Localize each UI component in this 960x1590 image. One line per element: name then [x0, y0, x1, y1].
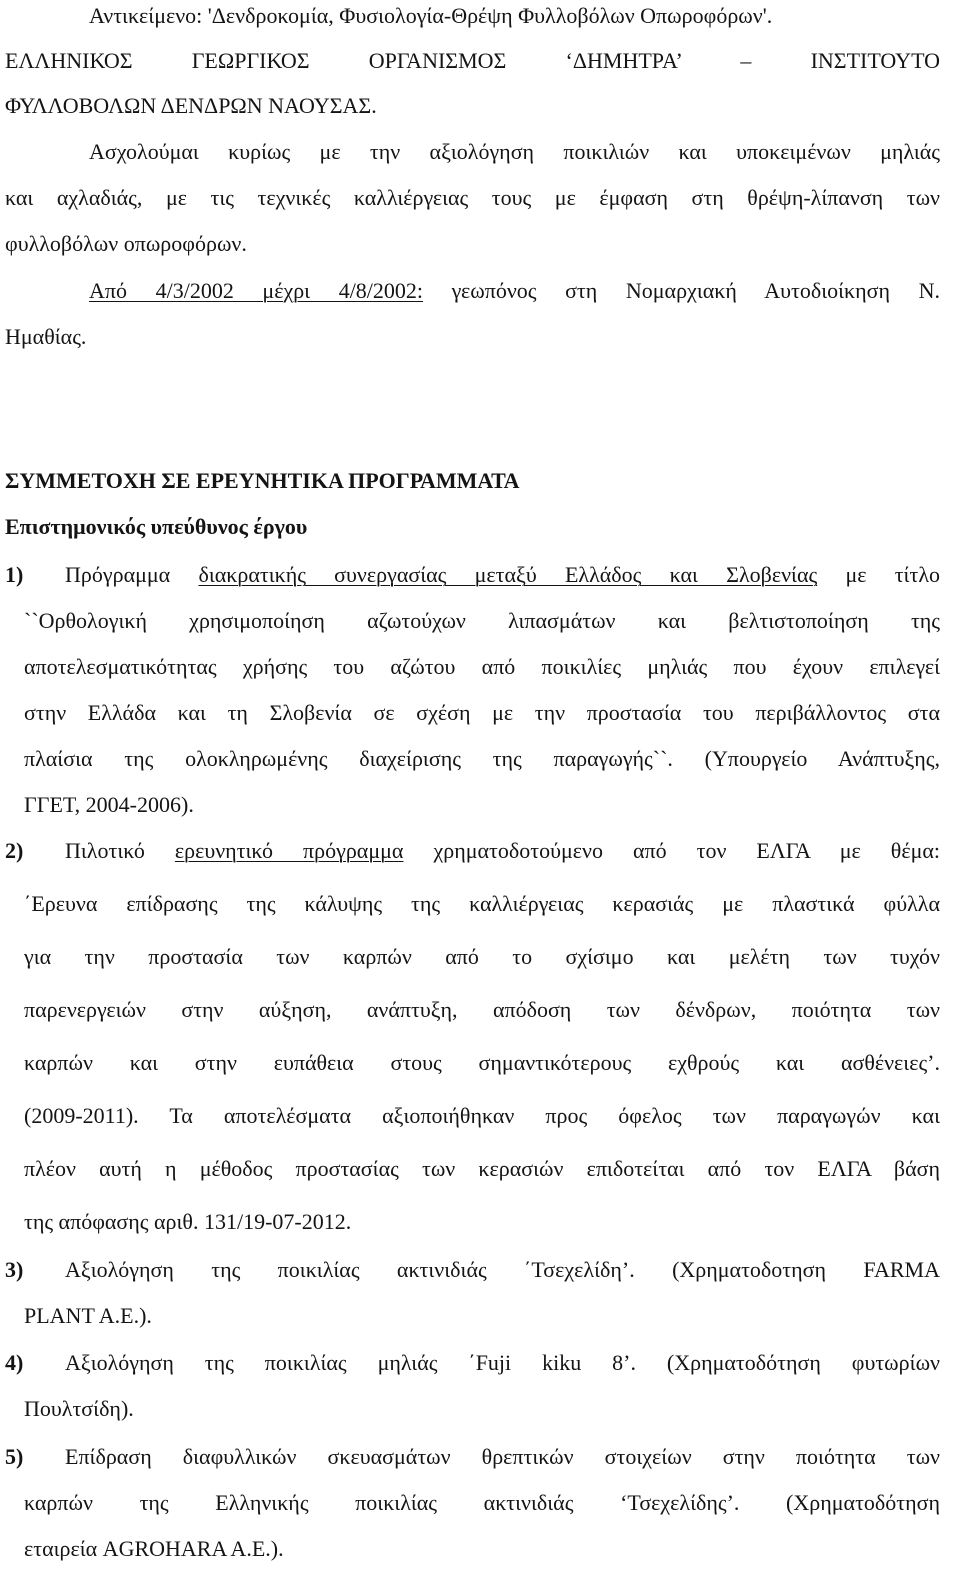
employment-dates: Από 4/3/2002 μέχρι 4/8/2002: — [89, 278, 424, 303]
paragraph-line: φυλλοβόλων οπωροφόρων. — [5, 231, 247, 256]
employment-line — [89, 280, 940, 302]
item-number: 1) — [5, 562, 24, 587]
item-number: 3) — [5, 1257, 24, 1282]
item-line: ΓΓΕΤ, 2004-2006). — [24, 792, 194, 817]
employment-line-2: Ημαθίας. — [5, 324, 87, 349]
item-line: ``Ορθολογική χρησιμοποίηση αζωτούχων λιπασμάτων και βελτιστοποίηση της — [24, 608, 940, 633]
item-line: (2009-2011). Τα αποτελέσματα αξιοποιήθηκαν προς όφελος των παραγωγών και — [24, 1103, 940, 1128]
program-type: διακρατικής συνεργασίας μεταξύ Ελλάδος και Σλοβενίας — [198, 562, 818, 587]
item-line: αποτελεσματικότητας χρήσης του αζώτου από ποικιλίες μηλιάς που έχουν επιλεγεί — [24, 654, 940, 679]
item-line: της απόφασης αριθ. 131/19-07-2012. — [24, 1209, 352, 1234]
item-line: ΄Ερευνα επίδρασης της κάλυψης της καλλιέργειας κερασιάς με πλαστικά φύλλα — [24, 891, 940, 916]
item-line: στην Ελλάδα και τη Σλοβενία σε σχέση με την προστασία του περιβάλλοντος στα — [24, 700, 940, 725]
item-line: για την προστασία των καρπών από το σχίσιμο και μελέτη των τυχόν — [24, 944, 940, 969]
item-line: πλαίσια της ολοκληρωμένης διαχείρισης της παραγωγής``. (Υπουργείο Ανάπτυξης, — [24, 746, 940, 771]
item-line: Αξιολόγηση της ποικιλίας ακτινιδιάς ΄Τσεχελίδη’. (Χρηματοδοτηση FARMA — [65, 1257, 940, 1282]
item-line: Επίδραση διαφυλλικών σκευασμάτων θρεπτικών στοιχείων στην ποιότητα των — [65, 1444, 940, 1469]
section-subtitle: Επιστημονικός υπεύθυνος έργου — [5, 514, 308, 539]
paragraph-line: και αχλαδιάς, με τις τεχνικές καλλιέργειας τους με έμφαση στη θρέψη-λίπανση των — [5, 185, 940, 210]
item-line: Πιλοτικό ερευνητικό πρόγραμμα χρηματοδοτούμενο από τον ΕΛΓΑ με θέμα: — [65, 838, 941, 863]
item-line: καρπών και στην ευπάθεια στους σημαντικότερους εχθρούς και ασθένειες’. — [24, 1050, 940, 1075]
item-line: εταιρεία AGROHARA A.E.). — [24, 1536, 284, 1561]
program-type: ερευνητικό πρόγραμμα — [174, 838, 404, 863]
item-number: 4) — [5, 1350, 24, 1375]
subject-line: Αντικείμενο: 'Δενδροκομία, Φυσιολογία-Θρέψη Φυλλοβόλων Οπωροφόρων'. — [89, 3, 773, 28]
section-title: ΣΥΜΜΕΤΟΧΗ ΣΕ ΕΡΕΥΝΗΤΙΚΑ ΠΡΟΓΡΑΜΜΑΤΑ — [5, 468, 520, 493]
item-line: καρπών της Ελληνικής ποικιλίας ακτινιδιάς ‘Τσεχελίδης’. (Χρηματοδότηση — [24, 1490, 940, 1515]
item-line: PLANT A.E.). — [24, 1303, 152, 1328]
paragraph-line: Ασχολούμαι κυρίως με την αξιολόγηση ποικιλιών και υποκειμένων μηλιάς — [89, 139, 940, 164]
item-line: πλέον αυτή η μέθοδος προστασίας των κερασιών επιδοτείται από τον ΕΛΓΑ βάση — [24, 1156, 940, 1181]
item-line: Αξιολόγηση της ποικιλίας μηλιάς ΄Fuji kiku 8’. (Χρηματοδότηση φυτωρίων — [65, 1350, 940, 1375]
organization-line: ΕΛΛΗΝΙΚΟΣ ΓΕΩΡΓΙΚΟΣ ΟΡΓΑΝΙΣΜΟΣ ‘ΔΗΜΗΤΡΑ’ – ΙΝΣΤΙΤΟΥΤΟ — [5, 48, 940, 73]
item-line: Πουλτσίδη). — [24, 1396, 134, 1421]
item-line: Πρόγραμμα διακρατικής συνεργασίας μεταξύ Ελλάδος και Σλοβενίας με τίτλο — [65, 562, 940, 587]
item-line: παρενεργειών στην αύξηση, ανάπτυξη, απόδοση των δένδρων, ποιότητα των — [24, 997, 940, 1022]
employment-role: γεωπόνος στη Νομαρχιακή Αυτοδιοίκηση Ν. — [451, 278, 940, 303]
item-number: 2) — [5, 838, 24, 863]
item-number: 5) — [5, 1444, 24, 1469]
organization-line-2: ΦΥΛΛΟΒΟΛΩΝ ΔΕΝΔΡΩΝ ΝΑΟΥΣΑΣ. — [5, 93, 377, 118]
